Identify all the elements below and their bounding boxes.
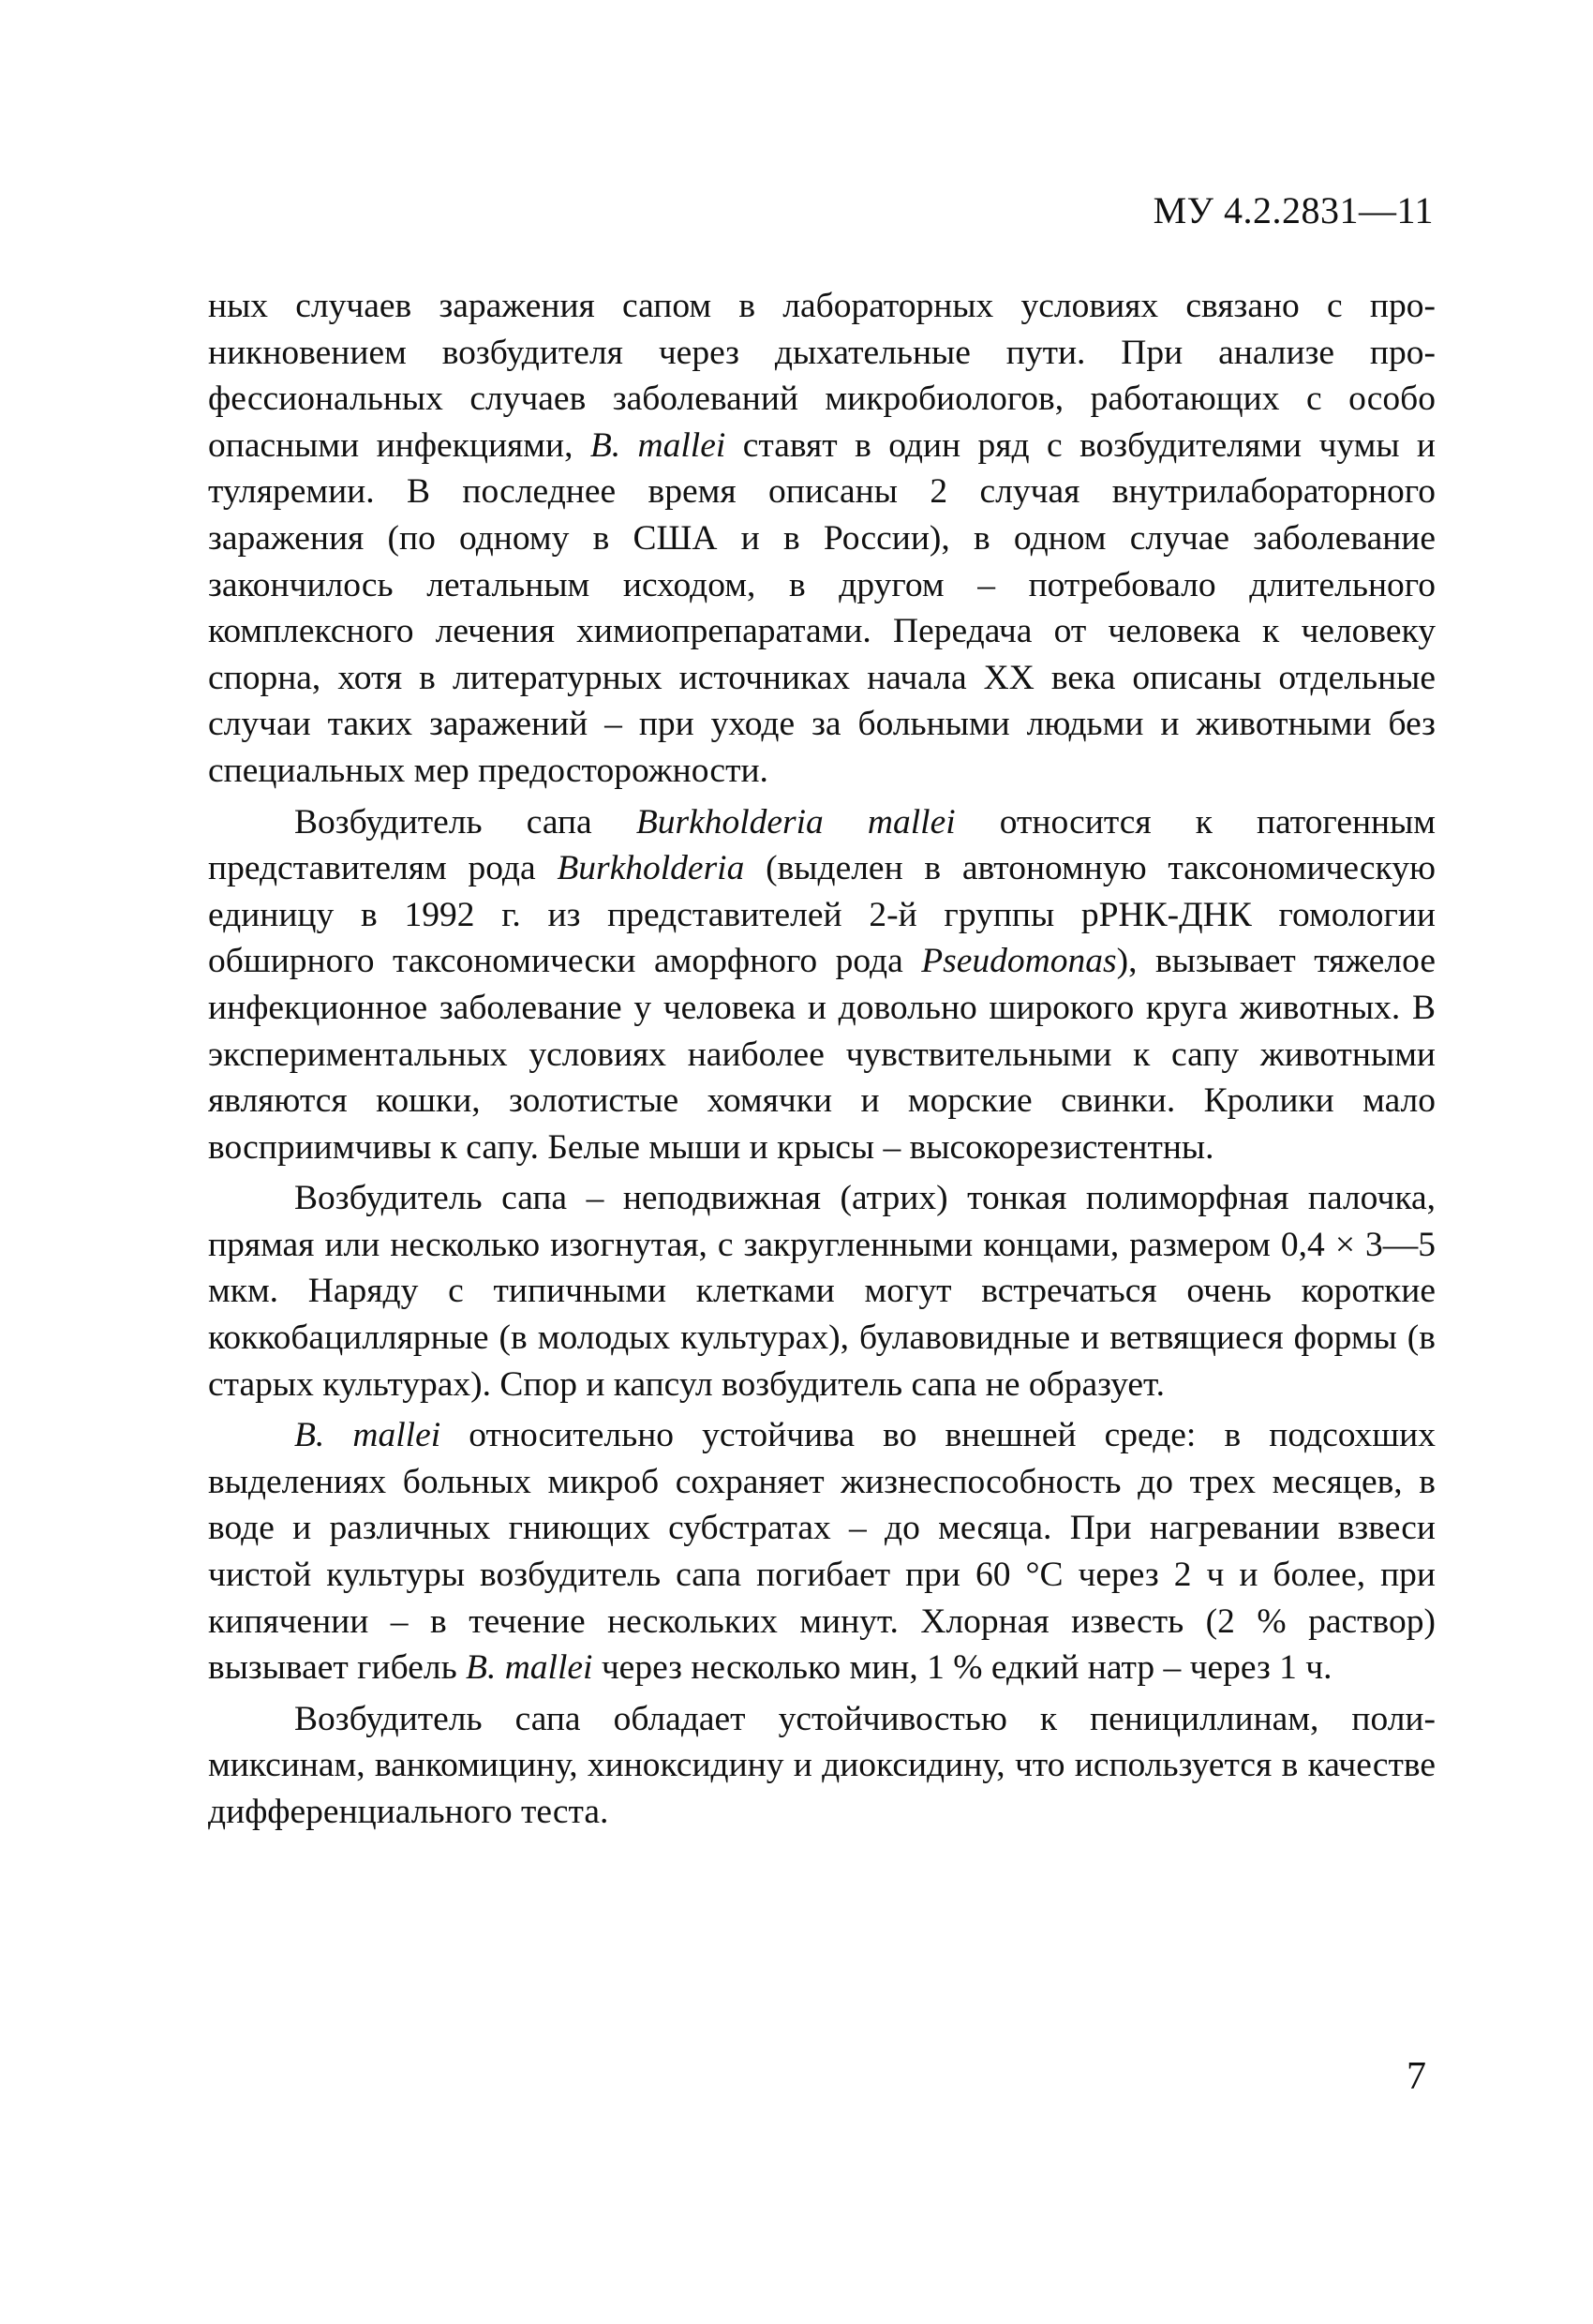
- text-segment: относительно устойчива во внешней среде: в подсохших выделениях больных микроб сохраняет жизнеспособность до трех месяцев, в воде и различных гниющих субстратах – до месяца. При нагревании взвеси чистой культуры возбудитель сапа погибает при 60 °С через 2 ч и более, при кипячении – в течение нескольких минут. Хлорная известь (2 % раствор) вызывает гибель: [208, 1416, 1437, 1688]
- page-body-text: [208, 283, 1436, 1836]
- page-number: 7: [1407, 2055, 1426, 2098]
- italic-genus-name: Pseudomonas: [921, 942, 1117, 981]
- document-code-header: МУ 4.2.2831—11: [1153, 189, 1434, 231]
- text-segment: через несколько мин, 1 % едкий натр – через 1 ч.: [592, 1648, 1332, 1688]
- text-segment: Возбудитель сапа – неподвижная (атрих) тонкая полиморфная палочка, прямая или несколько изогнутая, с закругленными концами, размером 0,4 × 3—5 мкм. Наряду с типичными клетками могут встречаться очень короткие коккобациллярные (в молодых культурах), булавовидные и ветвящиеся формы (в старых культурах). Спор и капсул возбудитель сапа не образует.: [208, 1179, 1436, 1404]
- italic-species-name: Burkholderia mallei: [635, 802, 956, 842]
- paragraph-antibiotic-resistance: [208, 1696, 1436, 1836]
- text-segment: ), вызывает тяжелое инфекционное заболевание у человека и довольно широкого круга животных. В экспериментальных условиях наиболее чувствительными к сапу животными являются кошки, золотистые хомячки и морские свинки. Кролики мало восприимчивы к сапу. Белые мыши и крысы – высокорезистентны.: [208, 942, 1436, 1167]
- text-segment: Возбудитель сапа: [294, 802, 636, 842]
- paragraph-lab-infection: [208, 283, 1436, 795]
- text-segment: относится к патогенным представителям рода: [208, 802, 1437, 888]
- paragraph-pathogen-taxonomy: [208, 799, 1436, 1171]
- italic-species-name: B. mallei: [466, 1648, 593, 1688]
- italic-species-name: B. mallei: [589, 425, 726, 465]
- paragraph-resistance: [208, 1412, 1436, 1691]
- text-segment: ных случаев заражения сапом в лабораторных условиях связано с проникновением возбудителя через дыхательные пути. При анализе профессиональных случаев заболеваний микробиологов, работающих с особо опасными инфекциями,: [208, 287, 1436, 465]
- paragraph-morphology: [208, 1175, 1436, 1408]
- text-segment: (выделен в автономную таксономическую единицу в 1992 г. из представителей 2-й группы рРНК-ДНК гомологии обширного таксономически аморфного рода: [208, 849, 1436, 981]
- italic-genus-name: Burkholderia: [557, 849, 745, 888]
- text-segment: ставят в один ряд с возбудителями чумы и туляремии. В последнее время описаны 2 случая внутрилабораторного заражения (по одному в США и в России), в одном случае заболевание закончилось летальным исходом, в другом – потребовало длительного комплексного лечения химиопрепаратами. Передача от человека к человеку спорна, хотя в литературных источниках начала XX века описаны отдельные случаи таких заражений – при уходе за больными людьми и животными без специальных мер предосторожности.: [208, 425, 1437, 790]
- text-segment: Возбудитель сапа обладает устойчивостью к пенициллинам, полимиксинам, ванкомицину, хиноксидину и диоксидину, что используется в качестве дифференциального теста.: [208, 1699, 1436, 1831]
- italic-species-name: B. mallei: [294, 1416, 441, 1455]
